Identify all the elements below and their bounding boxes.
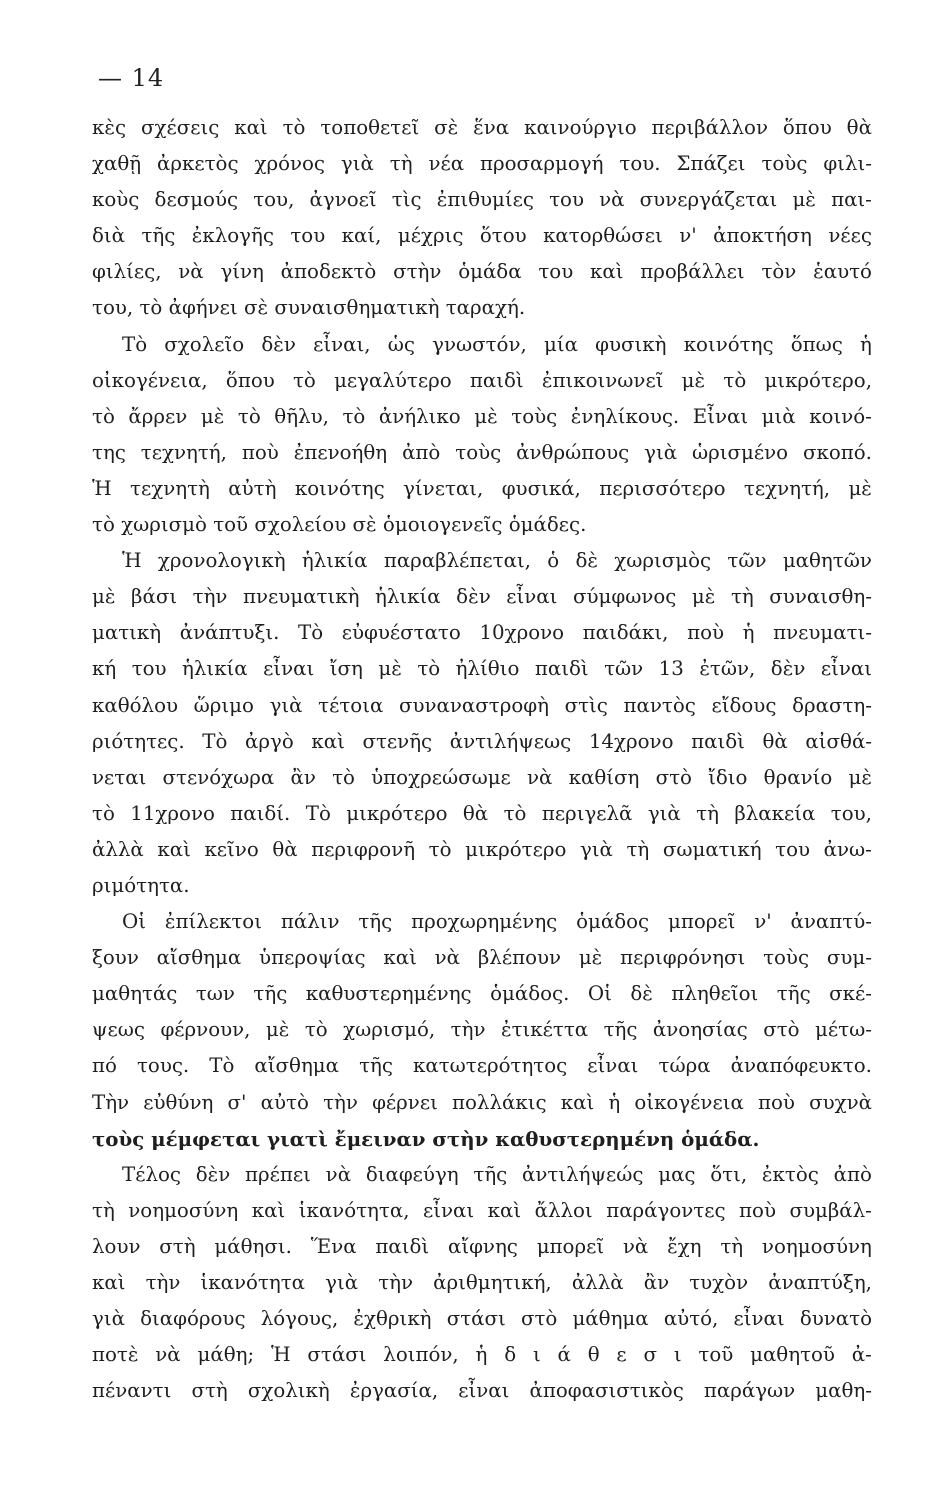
text-line: Οἱ ἐπίλεκτοι πάλιν τῆς προχωρημένης ὁμάδος μπορεῖ ν' ἀναπτύ-	[122, 910, 872, 934]
text-line: τοὺς μέμφεται γιατὶ ἔμειναν στὴν καθυστερημένη ὁμάδα.	[92, 1126, 760, 1151]
text-line: ἀλλὰ καὶ κεῖνο θὰ περιφρονῆ τὸ μικρότερο γιὰ τὴ σωματική του ἀνω-	[92, 837, 872, 861]
text-line: διὰ τῆς ἐκλογῆς του καί, μέχρις ὅτου κατορθώσει ν' ἀποκτήση νέες	[92, 224, 872, 248]
body-text	[92, 110, 872, 1409]
text-line: ριμότητα.	[92, 873, 190, 897]
text-line: κὲς σχέσεις καὶ τὸ τοποθετεῖ σὲ ἕνα καινούργιο περιβάλλον ὅπου θὰ	[92, 116, 872, 139]
text-line: Ἡ χρονολογικὴ ἡλικία παραβλέπεται, ὁ δὲ χωρισμὸς τῶν μαθητῶν	[122, 549, 872, 573]
text-line: της τεχνητή, ποὺ ἐπενοήθη ἀπὸ τοὺς ἀνθρώπους γιὰ ὡρισμένο σκοπό.	[92, 440, 872, 464]
text-line: τὴ νοημοσύνη καὶ ἱκανότητα, εἶναι καὶ ἄλλοι παράγοντες ποὺ συμβάλ-	[92, 1198, 872, 1222]
text-line: του, τὸ ἀφήνει σὲ συναισθηματικὴ ταραχή.	[92, 296, 526, 320]
text-line: μὲ βάσι τὴν πνευματικὴ ἡλικία δὲν εἶναι σύμφωνος μὲ τὴ συναισθη-	[92, 585, 872, 609]
text-line: Τὸ σχολεῖο δὲν εἶναι, ὡς γνωστόν, μία φυσικὴ κοινότης ὅπως ἡ	[122, 332, 872, 356]
text-line: νεται στενόχωρα ἂν τὸ ὑποχρεώσωμε νὰ καθίση στὸ ἴδιο θρανίο μὲ	[92, 765, 872, 789]
text-line: τὸ 11χρονο παιδί. Τὸ μικρότερο θὰ τὸ περιγελᾶ γιὰ τὴ βλακεία του,	[92, 801, 872, 825]
text-line: καὶ τὴν ἱκανότητα γιὰ τὴν ἀριθμητική, ἀλλὰ ἂν τυχὸν ἀναπτύξη,	[92, 1271, 872, 1294]
text-line: τὸ ἄρρεν μὲ τὸ θῆλυ, τὸ ἀνήλικο μὲ τοὺς ἐνηλίκους. Εἶναι μιὰ κοινό-	[92, 404, 872, 428]
text-line: μαθητάς των τῆς καθυστερημένης ὁμάδος. Οἱ δὲ πληθεῖοι τῆς σκέ-	[92, 982, 872, 1006]
text-line: κοὺς δεσμούς του, ἀγνοεῖ τὶς ἐπιθυμίες του νὰ συνεργάζεται μὲ παι-	[92, 188, 872, 212]
text-line: λουν στὴ μάθησι. Ἕνα παιδὶ αἴφνης μπορεῖ νὰ ἔχη τὴ νοημοσύνη	[92, 1234, 872, 1258]
text-line: Ἡ τεχνητὴ αὐτὴ κοινότης γίνεται, φυσικά, περισσότερο τεχνητή, μὲ	[92, 476, 872, 500]
text-line: Τὴν εὐθύνη σ' αὐτὸ τὴν φέρνει πολλάκις καὶ ἡ οἰκογένεια ποὺ συχνὰ	[92, 1090, 872, 1114]
text-line: χαθῇ ἀρκετὸς χρόνος γιὰ τὴ νέα προσαρμογή του. Σπάζει τοὺς φιλι-	[92, 152, 872, 176]
text-line: φιλίες, νὰ γίνη ἀποδεκτὸ στὴν ὁμάδα του καὶ προβάλλει τὸν ἑαυτό	[92, 260, 872, 284]
text-line: ματικὴ ἀνάπτυξι. Τὸ εὐφυέστατο 10χρονο παιδάκι, ποὺ ἡ πνευματι-	[92, 621, 872, 645]
page-number: — 14	[98, 64, 165, 92]
text-line: ριότητες. Τὸ ἀργὸ καὶ στενῆς ἀντιλήψεως 14χρονο παιδὶ θὰ αἰσθά-	[92, 729, 872, 753]
text-line: ψεως φέρνουν, μὲ τὸ χωρισμό, τὴν ἐτικέττα τῆς ἀνοησίας στὸ μέτω-	[92, 1018, 872, 1042]
text-line: πό τους. Τὸ αἴσθημα τῆς κατωτερότητος εἶναι τώρα ἀναπόφευκτο.	[92, 1054, 872, 1078]
text-line: ποτὲ νὰ μάθη; Ἡ στάσι λοιπόν, ἡ δ ι ά θ ε σ ι τοῦ μαθητοῦ ἀ-	[92, 1343, 872, 1367]
text-line: γιὰ διαφόρους λόγους, ἐχθρικὴ στάσι στὸ μάθημα αὐτό, εἶναι δυνατὸ	[92, 1307, 872, 1331]
text-line: Τέλος δὲν πρέπει νὰ διαφεύγη τῆς ἀντιλήψεώς μας ὅτι, ἐκτὸς ἀπὸ	[122, 1162, 872, 1186]
text-line: πέναντι στὴ σχολικὴ ἐργασία, εἶναι ἀποφασιστικὸς παράγων μαθη-	[92, 1379, 872, 1403]
text-line: καθόλου ὥριμο γιὰ τέτοια συναναστροφὴ στὶς παντὸς εἴδους δραστη-	[92, 693, 872, 717]
text-line: ξουν αἴσθημα ὑπεροψίας καὶ νὰ βλέπουν μὲ περιφρόνησι τοὺς συμ-	[92, 946, 872, 970]
text-line: τὸ χωρισμὸ τοῦ σχολείου σὲ ὁμοιογενεῖς ὁμάδες.	[92, 513, 587, 537]
text-line: κή του ἡλικία εἶναι ἴση μὲ τὸ ἠλίθιο παιδὶ τῶν 13 ἐτῶν, δὲν εἶναι	[92, 657, 872, 681]
text-line: οἰκογένεια, ὅπου τὸ μεγαλύτερο παιδὶ ἐπικοινωνεῖ μὲ τὸ μικρότερο,	[92, 368, 872, 392]
